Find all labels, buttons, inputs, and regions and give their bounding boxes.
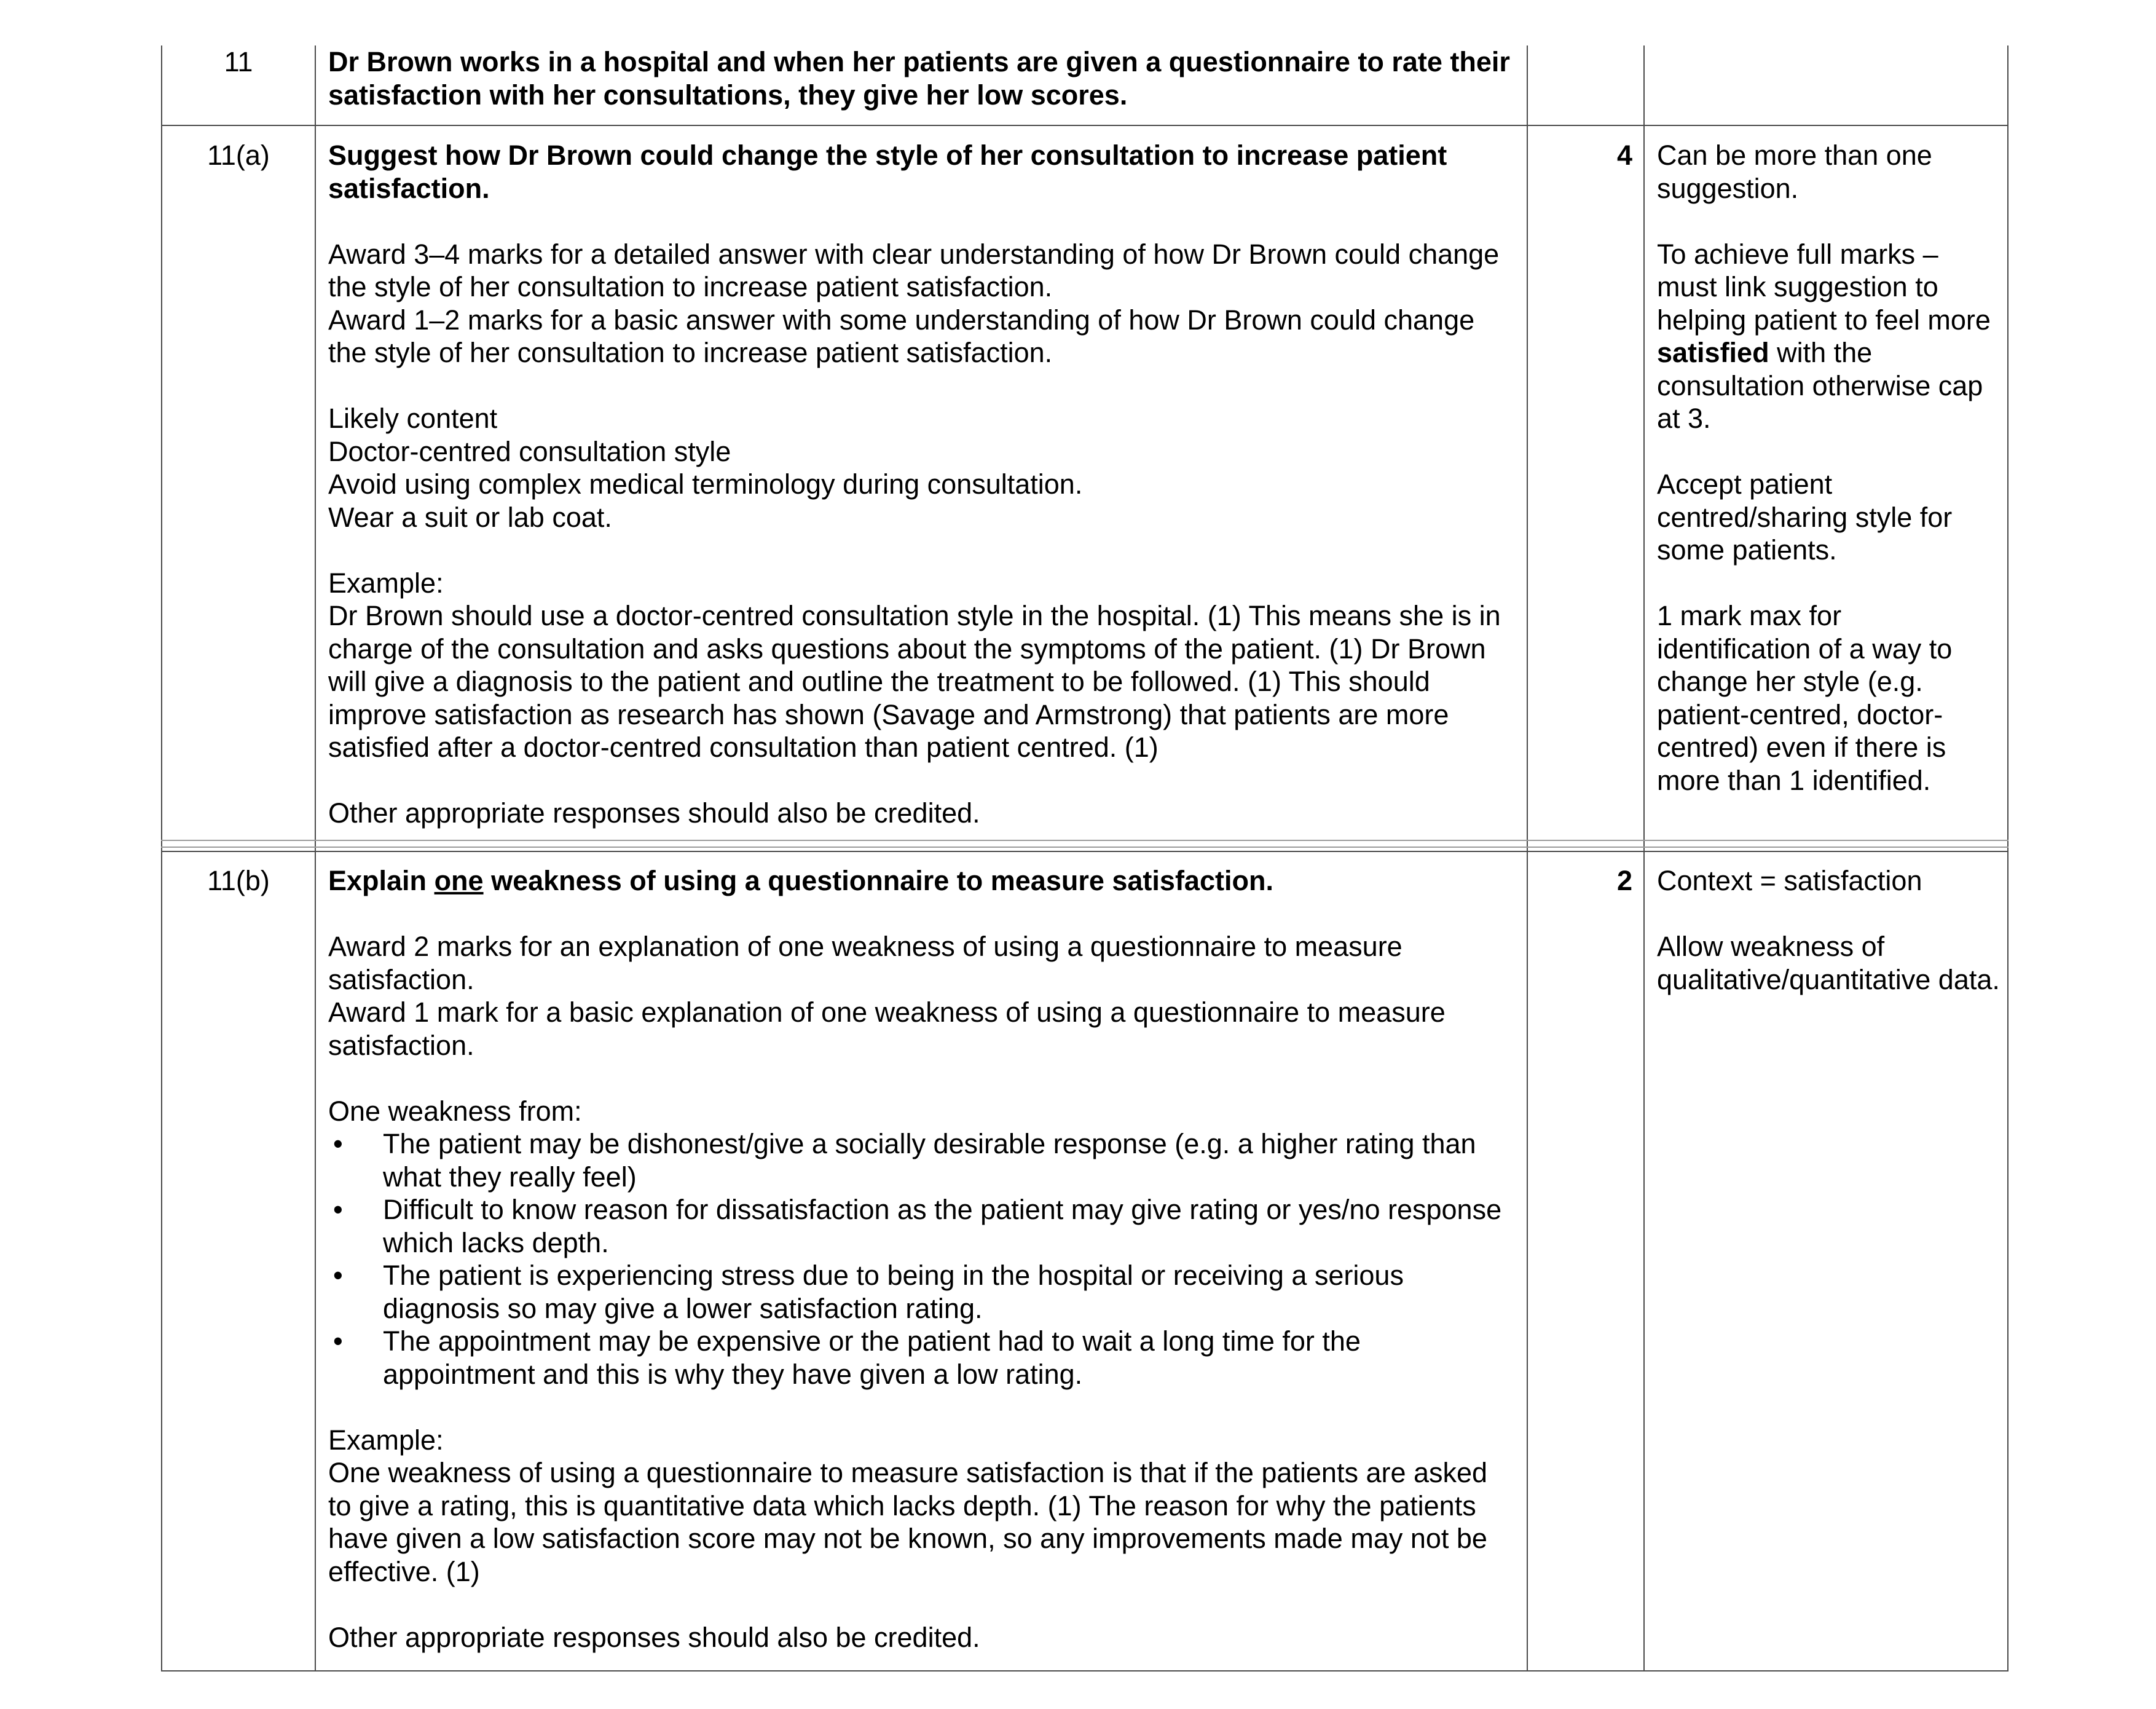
row-divider-11a-mid [161,847,2008,848]
weakness-list [328,1127,1517,1391]
question-text: Suggest how Dr Brown could change the style of her consultation to increase patient satisfaction. [328,140,1447,204]
list-item: • The appointment may be expensive or the patient had to wait a long time for the appointment and this is why they have given a low rating. [328,1325,1517,1391]
question-number: 11(b) [207,865,270,896]
likely-content-item: Avoid using complex medical terminology during consultation. [328,468,1083,500]
guidance-note: Context = satisfaction [1657,865,1922,896]
table-border-right [2007,45,2008,1671]
row-divider-11a-top [161,840,2008,841]
table-border-left [161,45,162,1671]
table-border-bottom [161,1670,2008,1672]
guidance-cell-11b [1657,864,2001,996]
guidance-note: To achieve full marks – must link suggestion to helping patient to feel more satisfied with the consultation otherwise cap at 3. [1657,238,1991,434]
example-heading: Example: [328,1424,444,1456]
award-criteria-low: Award 1–2 marks for a basic answer with some understanding of how Dr Brown could change the style of her consultation to increase patient satisfaction. [328,304,1475,368]
example-text: One weakness of using a questionnaire to measure satisfaction is that if the patients are asked to give a rating, this is quantitative data which lacks depth. (1) The reason for why the patients have given a low satisfaction score may not be known, so any improvements made may not be effective. (1) [328,1457,1488,1587]
column-divider-marks [1643,45,1645,1671]
likely-content-heading: Likely content [328,403,498,434]
award-criteria-high: Award 3–4 marks for a detailed answer with clear understanding of how Dr Brown could change the style of her consultation to increase patient satisfaction. [328,238,1500,302]
question-number: 11(a) [207,140,270,171]
guidance-cell-11a [1657,139,2001,797]
row-divider-11b [161,851,2008,852]
marks-value: 4 [1616,140,1632,171]
example-heading: Example: [328,567,444,599]
award-criteria-low: Award 1 mark for a basic explanation of one weakness of using a questionnaire to measure satisfaction. [328,997,1446,1061]
list-item: • The patient may be dishonest/give a socially desirable response (e.g. a higher rating than what they really feel) [328,1127,1517,1193]
question-stem: Dr Brown works in a hospital and when her patients are given a questionnaire to rate their satisfaction with her consultations, they give her low scores. [328,46,1510,111]
award-criteria-high: Award 2 marks for an explanation of one weakness of using a questionnaire to measure satisfaction. [328,931,1403,995]
guidance-note: 1 mark max for identification of a way to change her style (e.g. patient-centred, doctor-centred) even if there is more than 1 identified. [1657,600,1953,796]
row-divider-11 [161,125,2008,126]
guidance-note: Can be more than one suggestion. [1657,140,1932,204]
marks-value: 2 [1616,865,1632,896]
list-item: • The patient is experiencing stress due to being in the hospital or receiving a serious diagnosis so may give a lower satisfaction rating. [328,1259,1517,1325]
example-text: Dr Brown should use a doctor-centred consultation style in the hospital. (1) This means she is in charge of the consultation and asks questions about the symptoms of the patient. (1) Dr Brown will give a diagnosis to the patient and outline the treatment to be followed. (1) This should improve satisfaction as research has shown (Savage and Armstrong) that patients are more satisfied after a doctor-centred consultation than patient centred. (1) [328,600,1501,763]
other-responses-note: Other appropriate responses should also be credited. [328,797,980,829]
answer-cell-11a [328,139,1517,830]
question-text: Explain one weakness of using a questionnaire to measure satisfaction. [328,865,1273,896]
mark-scheme-table [161,0,2008,1672]
question-number: 11 [224,46,253,77]
answer-cell-11b [328,864,1517,1654]
underlined-one: one [434,865,484,896]
column-divider-answer [1527,45,1528,1671]
other-responses-note: Other appropriate responses should also be credited. [328,1621,980,1653]
guidance-note: Allow weakness of qualitative/quantitative data. [1657,931,2000,995]
column-divider-question [315,45,316,1671]
likely-content-item: Wear a suit or lab coat. [328,501,612,533]
weakness-heading: One weakness from: [328,1095,582,1127]
guidance-note: Accept patient centred/sharing style for some patients. [1657,468,1953,566]
emphasis-satisfied: satisfied [1657,337,1769,368]
list-item: • Difficult to know reason for dissatisfaction as the patient may give rating or yes/no response which lacks depth. [328,1193,1517,1259]
likely-content-item: Doctor-centred consultation style [328,435,731,467]
